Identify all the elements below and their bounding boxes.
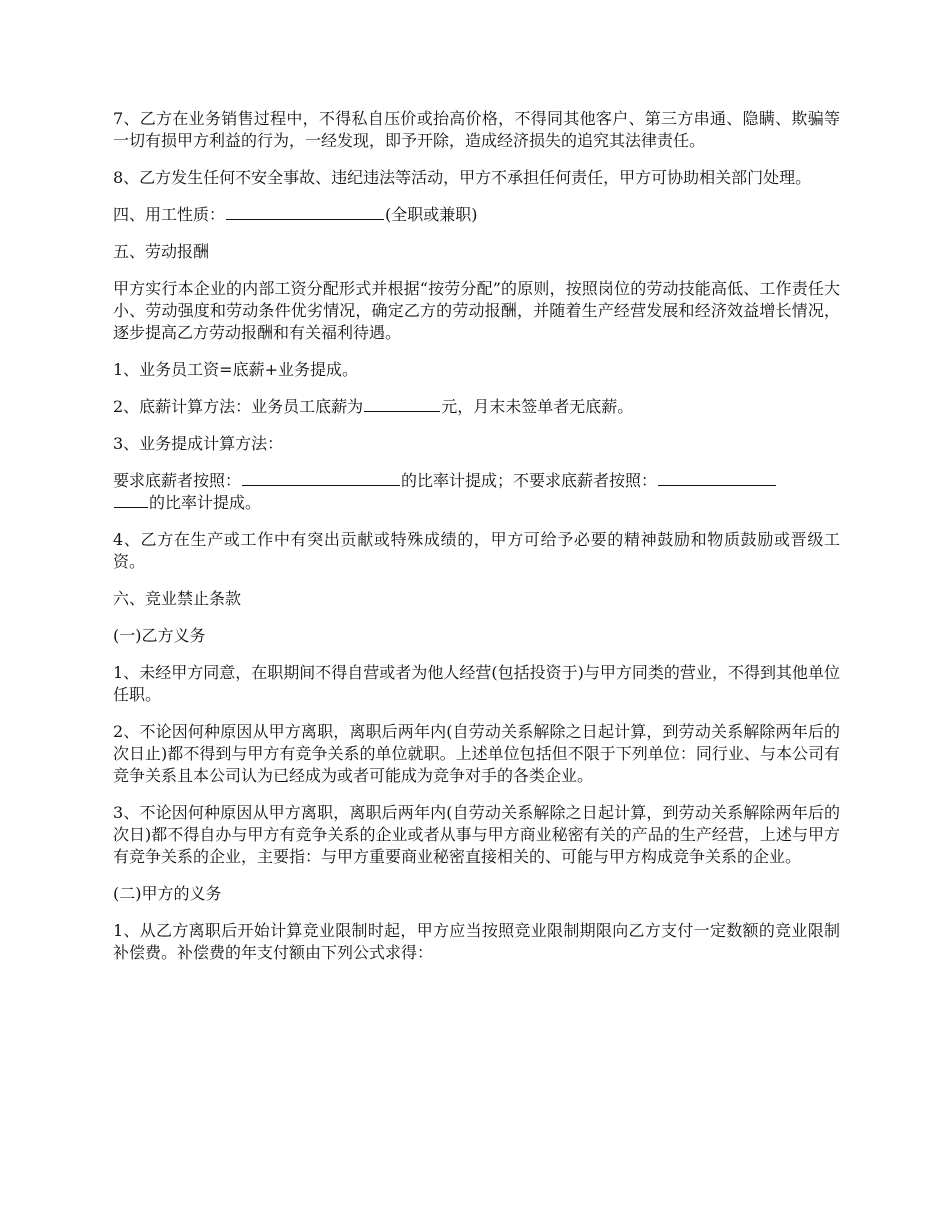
commission-suffix: 的比率计提成。 (149, 493, 262, 512)
commission-with-base-label: 要求底薪者按照： (113, 471, 242, 490)
employment-nature-blank (226, 205, 384, 220)
section-5-item-2 (113, 396, 840, 418)
commission-without-base-blank-1 (658, 471, 776, 486)
commission-rate-line (113, 470, 840, 514)
section-6-title: 六、竞业禁止条款 (113, 589, 242, 608)
section-4-employment-nature (113, 204, 840, 226)
section-5-intro: 甲方实行本企业的内部工资分配形式并根据“按劳分配”的原则，按照岗位的劳动技能高低、工作责任大小、劳动强度和劳动条件优劣情况，确定乙方的劳动报酬，并随着生产经营发展和经济效益增长情况，逐步提高乙方劳动报酬和有关福利待遇。 (113, 279, 840, 342)
party-b-obligation-3: 3、不论因何种原因从甲方离职，离职后两年内(自劳动关系解除之日起计算，到劳动关系解除两年后的次日)都不得自办与甲方有竞争关系的企业或者从事与甲方商业秘密有关的产品的生产经营，上述与甲方有竞争关系的企业，主要指：与甲方重要商业秘密直接相关的、可能与甲方构成竞争关系的企业。 (113, 803, 840, 866)
party-b-obligation-2: 2、不论因何种原因从甲方离职，离职后两年内(自劳动关系解除之日起计算，到劳动关系解除两年后的次日止)都不得到与甲方有竞争关系的单位就职。上述单位包括但不限于下列单位：同行业、与本公司有竞争关系且本公司认为已经成为或者可能成为竞争对手的各类企业。 (113, 722, 840, 785)
section-4-hint: (全职或兼职) (385, 205, 478, 224)
party-b-obligations-title: (一)乙方义务 (113, 626, 206, 645)
commission-without-base-label: 的比率计提成；不要求底薪者按照： (401, 471, 658, 490)
clause-7: 7、乙方在业务销售过程中，不得私自压价或抬高价格，不得同其他客户、第三方串通、隐瞒、欺骗等一切有损甲方利益的行为，一经发现，即予开除，造成经济损失的追究其法律责任。 (113, 109, 840, 150)
commission-with-base-blank (242, 471, 400, 486)
base-salary-suffix: 元，月末未签单者无底薪。 (441, 397, 634, 416)
base-salary-blank (364, 397, 440, 412)
party-a-obligations-title: (二)甲方的义务 (113, 884, 222, 903)
clause-8: 8、乙方发生任何不安全事故、违纪违法等活动，甲方不承担任何责任，甲方可协助相关部门处理。 (113, 168, 812, 187)
section-4-label: 四、用工性质： (113, 205, 226, 224)
section-5-title: 五、劳动报酬 (113, 242, 210, 261)
base-salary-label: 2、底薪计算方法：业务员工底薪为 (113, 397, 364, 416)
party-a-obligation-1: 1、从乙方离职后开始计算竞业限制时起，甲方应当按照竞业限制期限向乙方支付一定数额的竞业限制补偿费。补偿费的年支付额由下列公式求得： (113, 921, 840, 962)
section-5-item-3: 3、业务提成计算方法： (113, 434, 284, 453)
section-5-item-4: 4、乙方在生产或工作中有突出贡献或特殊成绩的，甲方可给予必要的精神鼓励和物质鼓励或晋级工资。 (113, 530, 840, 571)
section-5-item-1: 1、业务员工资=底薪+业务提成。 (113, 360, 358, 379)
commission-without-base-blank-2 (114, 493, 148, 508)
party-b-obligation-1: 1、未经甲方同意，在职期间不得自营或者为他人经营(包括投资于)与甲方同类的营业，不得到其他单位任职。 (113, 663, 840, 704)
document-page (113, 108, 840, 979)
